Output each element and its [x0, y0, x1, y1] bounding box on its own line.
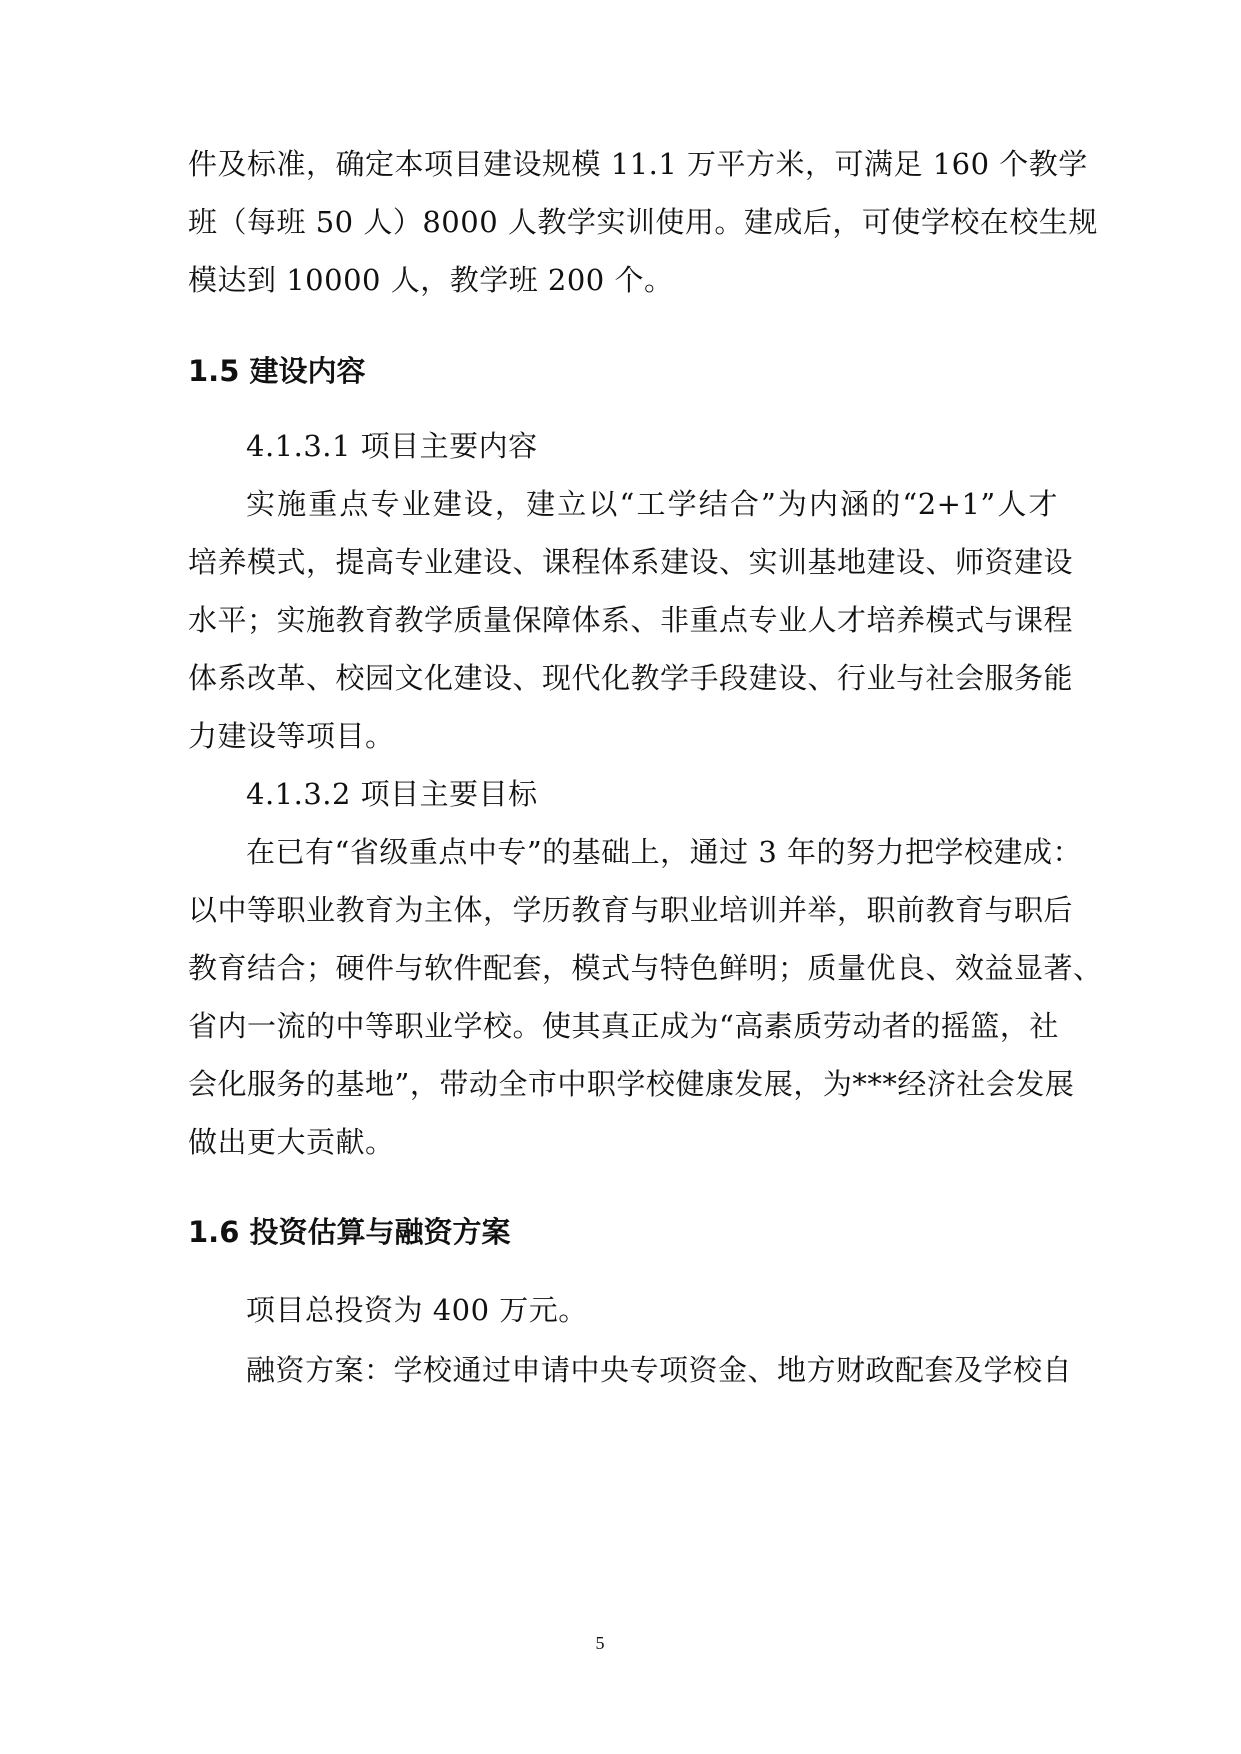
body-text-line: 会化服务的基地”，带动全市中职学校健康发展，为***经济社会发展: [188, 1067, 1075, 1101]
body-text-line: 融资方案：学校通过申请中央专项资金、地方财政配套及学校自: [246, 1353, 1073, 1387]
body-text-line: 做出更大贡献。: [188, 1125, 395, 1159]
section-heading-1-6: 1.6 投资估算与融资方案: [188, 1215, 511, 1249]
body-text-line: 班（每班 50 人）8000 人教学实训使用。建成后，可使学校在校生规: [188, 205, 1098, 239]
body-text-line: 件及标准，确定本项目建设规模 11.1 万平方米，可满足 160 个教学: [188, 147, 1088, 181]
body-text-line: 实施重点专业建设，建立以“工学结合”为内涵的“2+1”人才: [246, 487, 1058, 521]
body-text-line: 体系改革、校园文化建设、现代化教学手段建设、行业与社会服务能: [188, 661, 1074, 695]
body-text-line: 项目总投资为 400 万元。: [246, 1293, 588, 1327]
body-text-line: 教育结合；硬件与软件配套，模式与特色鲜明；质量优良、效益显著、: [188, 951, 1103, 985]
section-heading-1-5: 1.5 建设内容: [188, 354, 366, 388]
body-text-line: 模达到 10000 人，教学班 200 个。: [188, 263, 674, 297]
subsection-heading-4132: 4.1.3.2 项目主要目标: [246, 777, 538, 811]
body-text-line: 在已有“省级重点中专”的基础上，通过 3 年的努力把学校建成：: [246, 835, 1083, 869]
body-text-line: 省内一流的中等职业学校。使其真正成为“高素质劳动者的摇篮，社: [188, 1009, 1059, 1043]
body-text-line: 以中等职业教育为主体，学历教育与职业培训并举，职前教育与职后: [188, 893, 1074, 927]
body-text-line: 培养模式，提高专业建设、课程体系建设、实训基地建设、师资建设: [188, 545, 1074, 579]
subsection-heading-4131: 4.1.3.1 项目主要内容: [246, 429, 538, 463]
body-text-line: 水平；实施教育教学质量保障体系、非重点专业人才培养模式与课程: [188, 603, 1074, 637]
page-number: 5: [595, 1633, 605, 1653]
body-text-line: 力建设等项目。: [188, 719, 395, 753]
